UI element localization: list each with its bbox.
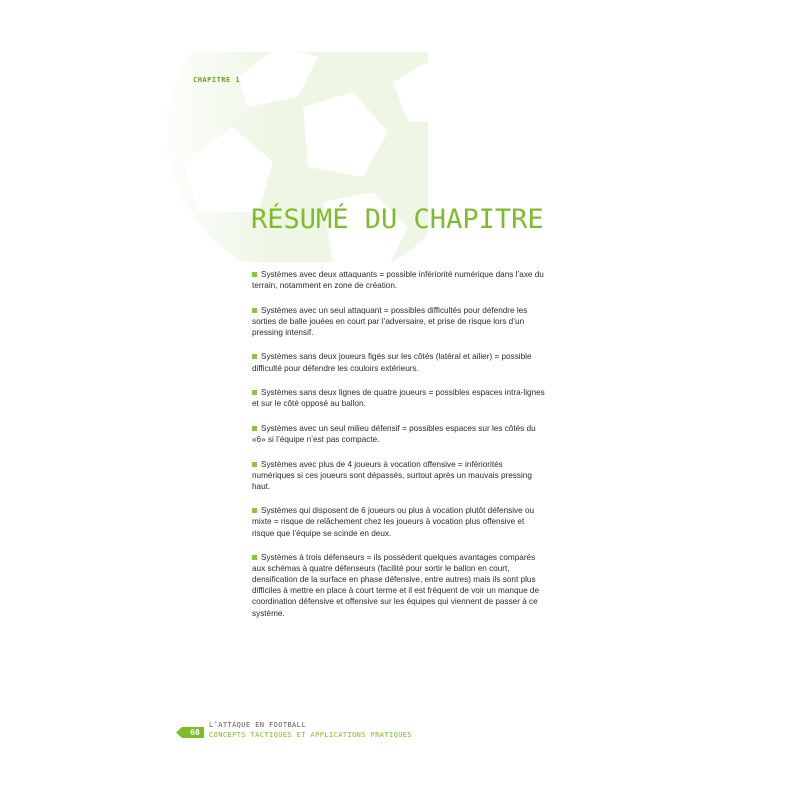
page-number: 60: [190, 728, 200, 737]
list-item: [252, 459, 546, 492]
list-item: [252, 387, 546, 409]
book-page: [148, 52, 653, 752]
book-subtitle: CONCEPTS TACTIQUES ET APPLICATIONS PRATIQUES: [209, 731, 413, 739]
bullet-square-icon: [252, 272, 257, 277]
list-item-text: Systèmes avec un seul attaquant = possibles difficultés pour défendre les sorties de balle jouées en court par l’adversaire, et prise de risque lors d’un pressing intensif.: [252, 305, 528, 337]
book-title: L’ATTAQUE EN FOOTBALL: [209, 721, 306, 729]
page-title: RÉSUMÉ DU CHAPITRE: [251, 204, 544, 235]
bullet-square-icon: [252, 308, 257, 313]
bullet-square-icon: [252, 426, 257, 431]
chapter-label: CHAPITRE 1: [193, 76, 241, 84]
list-item-text: Systèmes avec deux attaquants = possible infériorité numérique dans l’axe du terrain, notamment en zone de création.: [252, 270, 544, 291]
bullet-square-icon: [252, 354, 257, 359]
list-item-text: Systèmes avec plus de 4 joueurs à vocation offensive = infériorités numériques si ces joueurs sont dépassés, surtout après un mauvais pressing haut.: [252, 459, 532, 491]
list-item-text: Systèmes qui disposent de 6 joueurs ou plus à vocation plutôt défensive ou mixte = risque de relâchement chez les joueurs à vocation plus offensive et risque que l’équipe se scinde en deux.: [252, 506, 535, 538]
list-item-text: Systèmes à trois défenseurs = ils possèdent quelques avantages comparés aux schémas à quatre défenseurs (facilité pour sortir le ballon en court, densification de la surface en phase défensive, entre autres) mais ils sont plus difficiles à mettre en place à court terme et il est fréquent de voir un manque de coordination défensive et offensive sur les équipes qui viennent de passer à ce système.: [252, 553, 540, 618]
list-item: [252, 552, 546, 619]
list-item-text: Systèmes avec un seul milieu défensif = possibles espaces sur les côtés du «6» si l’équipe n’est pas compacte.: [252, 423, 536, 444]
bullet-square-icon: [252, 555, 257, 560]
list-item: [252, 505, 546, 538]
list-item: [252, 305, 546, 338]
bullet-square-icon: [252, 462, 257, 467]
summary-list: [252, 269, 546, 632]
bullet-square-icon: [252, 508, 257, 513]
list-item: [252, 423, 546, 445]
page-footer: [176, 719, 456, 743]
list-item-text: Systèmes sans deux joueurs figés sur les côtés (latéral et ailier) = possible difficulté pour défendre les couloirs extérieurs.: [252, 352, 532, 373]
list-item: [252, 351, 546, 373]
list-item: [252, 269, 546, 291]
list-item-text: Systèmes sans deux lignes de quatre joueurs = possibles espaces intra-lignes et sur le côté opposé au ballon.: [252, 388, 545, 409]
bullet-square-icon: [252, 390, 257, 395]
